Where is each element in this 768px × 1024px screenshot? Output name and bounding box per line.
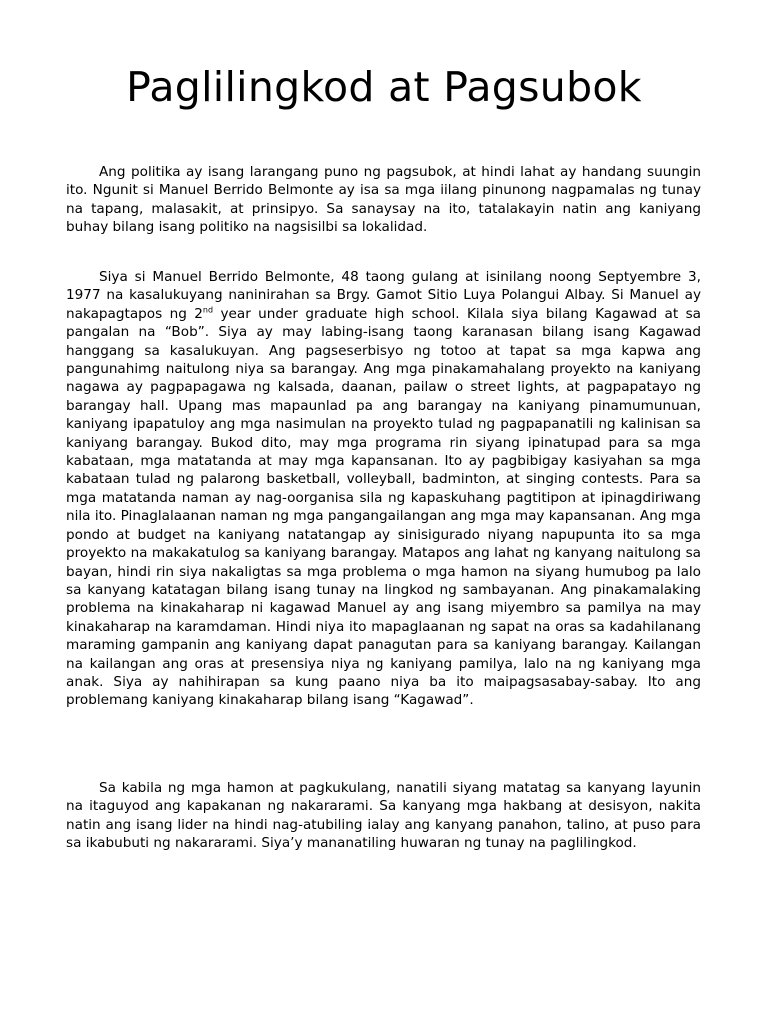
paragraph-biography (66, 268, 701, 710)
paragraph-introduction: Ang politika ay isang larangang puno ng pagsubok, at hindi lahat ay handang suungin ito. Ngunit si Manuel Berrido Belmonte ay isa sa mga iilang pinunong nagpamalas ng tunay na tapang, malasakit, at prinsipyo. Sa sanaysay na ito, tatalakayin natin ang kaniyang buhay bilang isang politiko na nagsisilbi sa lokalidad. (66, 164, 701, 236)
page-title: Paglilingkod at Pagsubok (126, 63, 642, 111)
paragraph-biography-part-1: Siya si Manuel Berrido Belmonte, 48 taong gulang at isinilang noong Septyembre 3, 1977 na kasalukuyang naninirahan sa Brgy. Gamot Sitio Luya Polangui Albay. Si Manuel ay nakapagtapos ng 2 (66, 269, 701, 322)
paragraph-conclusion: Sa kabila ng mga hamon at pagkukulang, nanatili siyang matatag sa kanyang layunin na itaguyod ang kapakanan ng nakararami. Sa kanyang mga hakbang at desisyon, nakita natin ang isang lider na hindi nag-atubiling ialay ang kanyang panahon, talino, at puso para sa ikabubuti ng nakararami. Siya’y mananatiling huwaran ng tunay na paglilingkod. (66, 780, 701, 852)
paragraph-biography-part-2: year under graduate high school. Kilala siya bilang Kagawad at sa pangalan na “Bob”. Siya ay may labing-isang taong karanasan bilang isang Kagawad hanggang sa kasalukuyan. Ang pagseserbisyo ng totoo at tapat sa mga kapwa ang pangunahimg naitulong niya sa barangay. Ang mga pinakamahalang proyekto na kaniyang nagawa ay pagpapagawa ng kalsada, daanan, pailaw o street lights, at pagpapatayo ng barangay hall. Upang mas mapaunlad pa ang barangay na kaniyang pinamumunuan, kaniyang ipapatuloy ang mga nasimulan na proyekto tulad ng pagpapanatili ng kalinisan sa kaniyang barangay. Bukod dito, may mga programa rin siyang ipinatupad para sa mga kabataan, mga matatanda at may mga kapansanan. Ito ay pagbibigay kasiyahan sa mga kabataan tulad ng palarong basketball, volleyball, badminton, at singing contests. Para sa mga matatanda naman ay nag-oorganisa sila ng kapaskuhang pagtitipon at ipinagdiriwang nila ito. Pinaglalaanan naman ng mga pangangailangan ang mga may kapansanan. Ang mga pondo at budget na kaniyang natatangap ay sinisigurado niyang napupunta ito sa mga proyekto na makakatulog sa kaniyang barangay. Matapos ang lahat ng kanyang naitulong sa bayan, hindi rin siya nakaligtas sa mga problema o mga hamon na siyang humubog pa lalo sa kanyang katatagan bilang isang tunay na lingkod ng sambayanan. Ang pinakamalaking problema na kinakaharap ni kagawad Manuel ay ang isang miyembro sa pamilya na may kinakaharap na karamdaman. Hindi niya ito mapaglaanan ng sapat na oras sa kadahilanang maraming gampanin ang kaniyang dapat panagutan para sa kaniyang barangay. Kailangan na kailangan ang oras at presensiya niya ng kaniyang pamilya, lalo na ng kaniyang mga anak. Siya ay nahihirapan sa kung paano niya ba ito maipagsasabay-sabay. Ito ang problemang kaniyang kinakaharap bilang isang “Kagawad”. (66, 305, 701, 709)
ordinal-superscript: nd (202, 305, 214, 315)
